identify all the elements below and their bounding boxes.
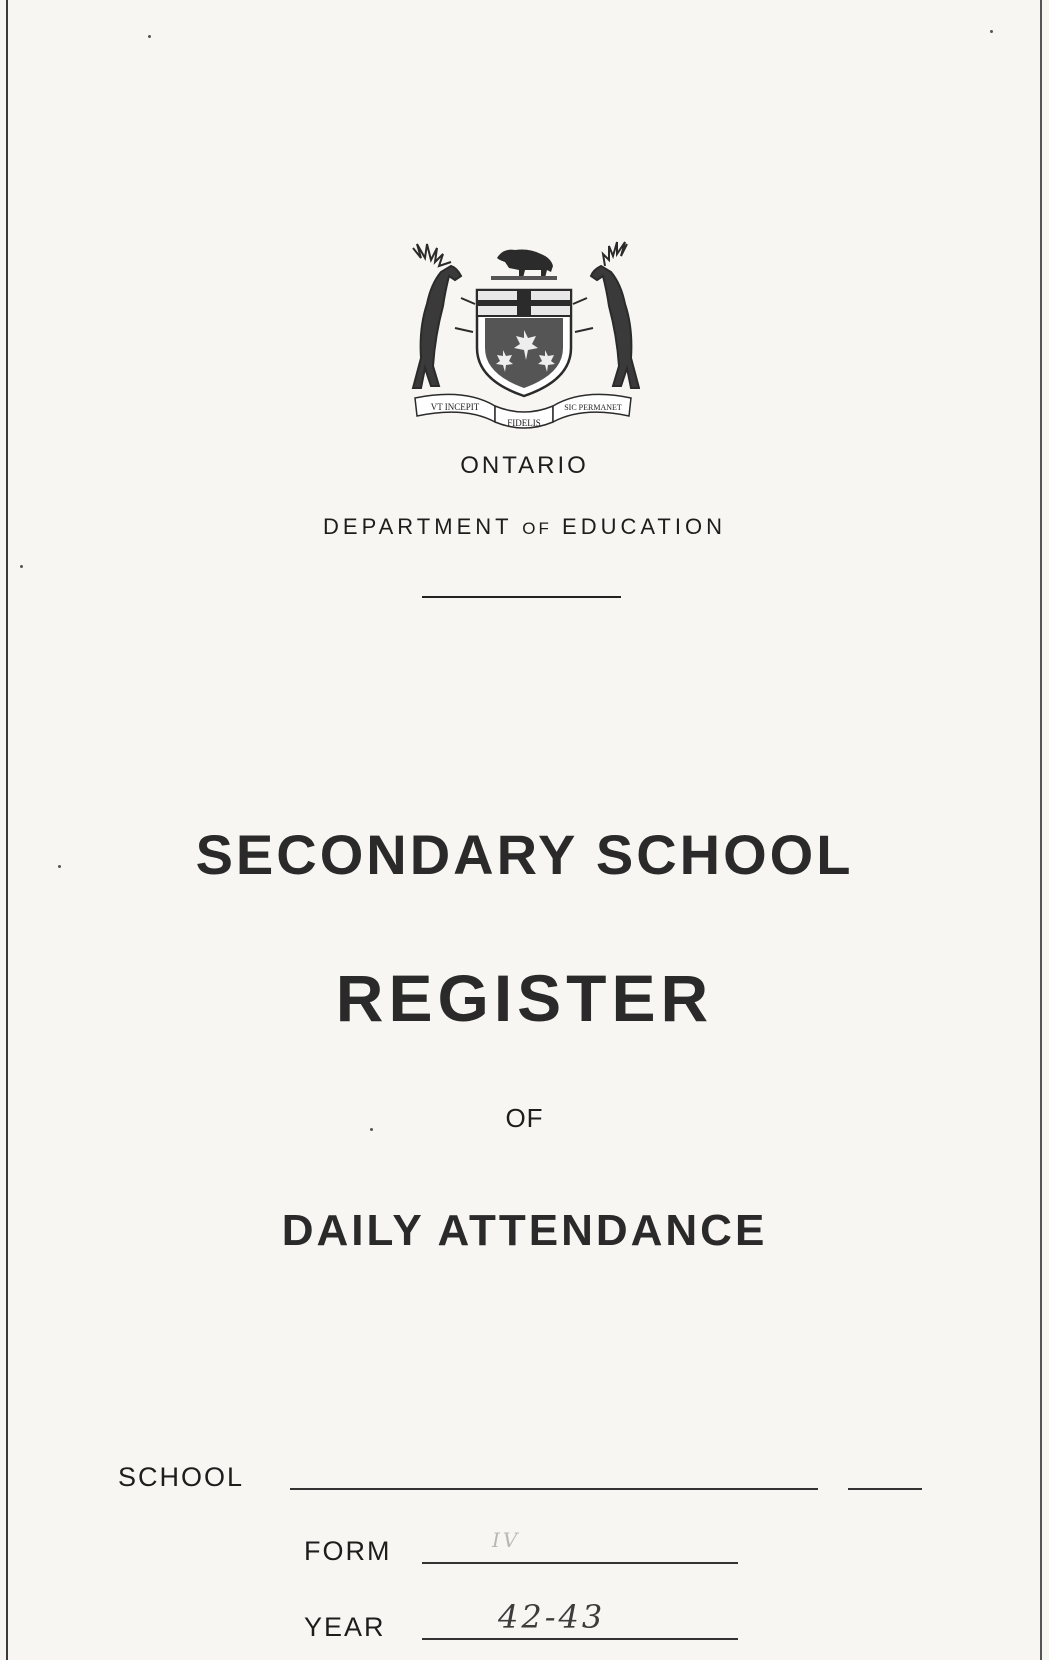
school-label: SCHOOL	[118, 1462, 245, 1492]
title-line-1: SECONDARY SCHOOL	[195, 823, 854, 886]
form-label: FORM	[304, 1536, 392, 1566]
department-heading	[0, 514, 1049, 540]
shield-icon	[477, 290, 571, 396]
title-line-2: REGISTER	[335, 961, 714, 1035]
ontario-coat-of-arms	[405, 238, 640, 438]
speck	[148, 35, 151, 38]
bear-icon	[491, 250, 557, 281]
year-value: 42-43	[498, 1598, 606, 1636]
title-line-3: OF	[505, 1103, 544, 1133]
department-word-2: EDUCATION	[562, 514, 726, 539]
left-moose-supporter-icon	[413, 244, 475, 388]
speck	[990, 30, 993, 33]
school-field-line-extra	[848, 1488, 922, 1490]
heading-divider	[422, 596, 621, 598]
department-of: OF	[522, 519, 552, 538]
motto-center: FIDELIS	[507, 418, 541, 428]
year-label: YEAR	[304, 1612, 386, 1642]
title-line-4: DAILY ATTENDANCE	[281, 1206, 768, 1255]
school-field-line[interactable]	[290, 1488, 818, 1490]
speck	[20, 565, 23, 568]
department-word-1: DEPARTMENT	[323, 514, 513, 539]
form-value: IV	[492, 1528, 521, 1552]
province-heading: ONTARIO	[460, 452, 589, 479]
right-deer-supporter-icon	[573, 242, 639, 388]
motto-ribbon	[415, 394, 631, 428]
year-field-line[interactable]	[422, 1638, 738, 1640]
form-field-line[interactable]	[422, 1562, 738, 1564]
motto-left: VT INCEPIT	[430, 402, 480, 412]
motto-right: SIC PERMANET	[564, 403, 622, 412]
